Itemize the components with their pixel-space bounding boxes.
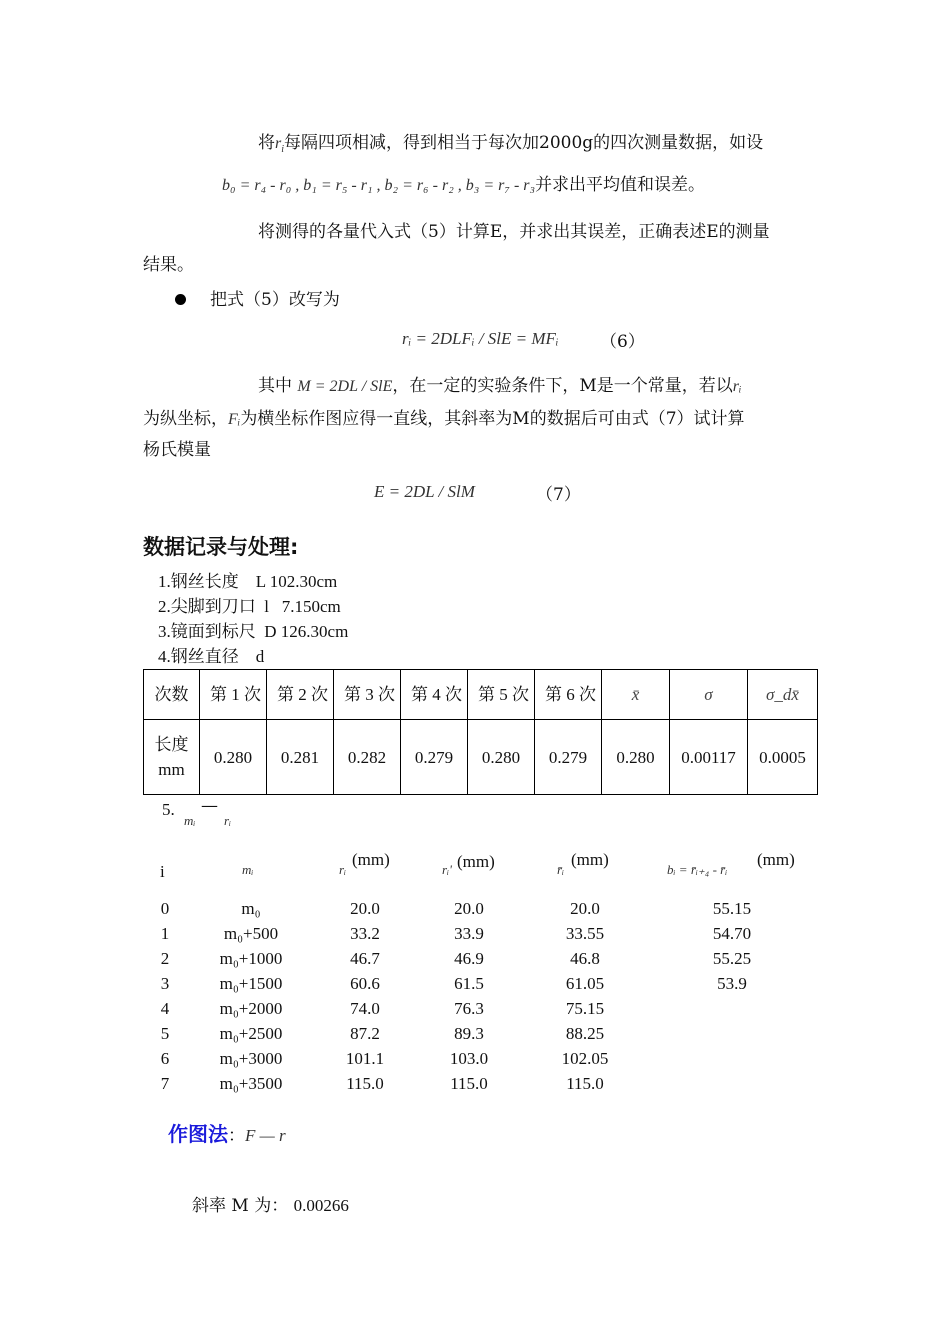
item-4: 4.钢丝直径 d (158, 647, 265, 666)
item-5-dash: — (201, 796, 218, 816)
t2-header-b: bᵢ = r̄ᵢ₊₄ - r̄ᵢ (667, 862, 728, 877)
t2-col-r2: 20.0 33.9 46.9 61.5 76.3 89.3 103.0 115.0 (449, 899, 489, 1093)
equation-6: rᵢ = 2DLFᵢ / SlE = MFᵢ (402, 329, 559, 348)
item-2: 2.尖脚到刀口 l 7.150cm (158, 597, 341, 616)
table-cell: 0.280 (468, 720, 535, 795)
table-cell: 0.282 (334, 720, 401, 795)
item-5-number: 5. (162, 800, 175, 819)
t2-header-ravg-unit: (mm) (571, 850, 609, 869)
row-label: 长度 mm (144, 720, 200, 795)
t2-col-ravg: 20.0 33.55 46.8 61.05 75.15 88.25 102.05 115.0 (561, 899, 609, 1093)
table-header-row (144, 670, 818, 720)
header-cell: 第 2 次 (267, 670, 334, 720)
para2-line1: 将测得的各量代入式（5）计算E，并求出其误差，正确表述E的测量 (258, 222, 770, 242)
para3-line3: 杨氏模量 (143, 440, 211, 460)
header-cell: σ (670, 670, 748, 720)
bullet-icon (175, 294, 186, 305)
b-formula: b₀ = r₄ - r₀ , b₁ = r₅ - r₁ , b₂ = r₆ - r₂ , b₃ = r₇ - r₃ (222, 177, 536, 194)
para3-line1: 其中 M = 2DL / SlE，在一定的实验条件下，M是一个常量，若以rᵢ (258, 376, 742, 396)
t2-header-r-unit: (mm) (352, 850, 390, 869)
table-cell: 0.00117 (670, 720, 748, 795)
t2-header-b-unit: (mm) (757, 850, 795, 869)
table-cell: 0.0005 (748, 720, 818, 795)
equation-7: E = 2DL / SlM (374, 482, 475, 501)
graph-heading: 作图法：F — r (168, 1122, 286, 1146)
t2-col-m: m₀ m₀+500 m₀+1000 m₀+1500 m₀+2000 m₀+2500 m₀+3000 m₀+3500 (219, 899, 283, 1093)
table-cell: 0.279 (535, 720, 602, 795)
t2-col-r: 20.0 33.2 46.7 60.6 74.0 87.2 101.1 115.0 (345, 899, 385, 1093)
item-5-mi: mᵢ (184, 813, 196, 828)
para1-line2: b₀ = r₄ - r₀ , b₁ = r₅ - r₁ , b₂ = r₆ - r₂ , b₃ = r₇ - r₃并求出平均值和误差。 (222, 175, 706, 195)
para1-line1: 将$r_i$每隔四项相减，得到相当于每次加2000g的四次测量数据，如设 (258, 133, 764, 156)
table-cell: 0.281 (267, 720, 334, 795)
t2-header-ravg: r̄ᵢ (557, 862, 565, 877)
item-3: 3.镜面到标尺 D 126.30cm (158, 622, 349, 641)
t2-header-r2: rᵢ' (442, 862, 452, 877)
t2-header-i: i (160, 862, 165, 881)
table-cell: 0.280 (200, 720, 267, 795)
t2-col-b: 55.15 54.70 55.25 53.9 (712, 899, 752, 993)
para3-line2: 为纵坐标，Fᵢ为横坐标作图应得一直线，其斜率为M的数据后可由式（7）试计算 (143, 409, 745, 429)
header-cell: 第 1 次 (200, 670, 267, 720)
header-cell: σ_dx̄ (748, 670, 818, 720)
item-1: 1.钢丝长度 L 102.30cm (158, 572, 338, 591)
t2-header-r: rᵢ (339, 862, 347, 877)
table-cell: 0.279 (401, 720, 468, 795)
equation-7-label: （7） (536, 485, 581, 505)
slope-line: 斜率 M 为： 0.00266 (192, 1196, 349, 1216)
para2-line2: 结果。 (143, 255, 194, 275)
table-cell: 0.280 (602, 720, 670, 795)
header-cell: 第 6 次 (535, 670, 602, 720)
item-5-ri: rᵢ (224, 813, 232, 828)
equation-6-label: （6） (600, 332, 645, 352)
header-cell: x̄ (602, 670, 670, 720)
header-cell: 第 5 次 (468, 670, 535, 720)
header-cell: 第 3 次 (334, 670, 401, 720)
header-cell: 第 4 次 (401, 670, 468, 720)
bullet-text: 把式（5）改写为 (210, 290, 340, 310)
diameter-table (143, 669, 818, 795)
t2-col-i: 0 1 2 3 4 5 6 7 (160, 899, 170, 1093)
table-row (144, 720, 818, 795)
header-cell: 次数 (144, 670, 200, 720)
ri-variable: $r_i$ (275, 135, 285, 156)
section-title: 数据记录与处理: (143, 535, 299, 559)
t2-header-m: mᵢ (242, 862, 254, 877)
t2-header-r2-unit: (mm) (457, 852, 495, 871)
